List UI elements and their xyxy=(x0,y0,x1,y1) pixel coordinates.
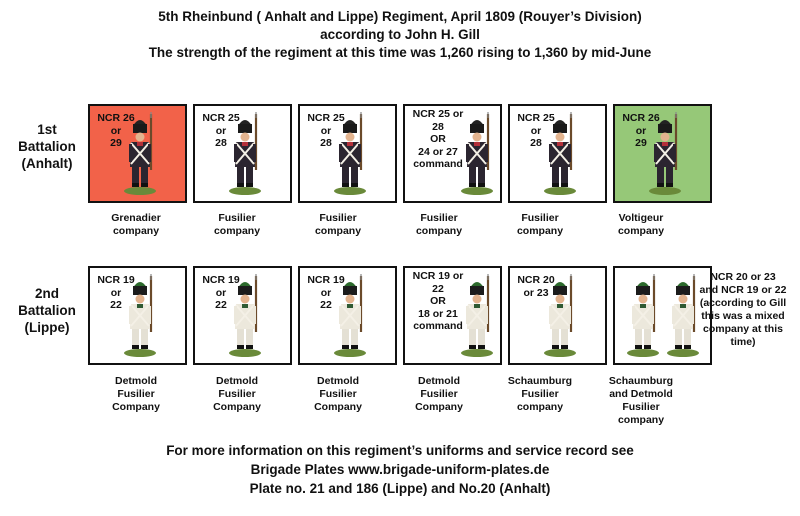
ncr-label xyxy=(514,112,558,150)
ncr-line: 22 xyxy=(215,299,227,311)
company-card xyxy=(613,104,712,203)
ncr-line: 28 xyxy=(215,137,227,149)
ncr-label xyxy=(406,108,470,171)
company-caption xyxy=(86,212,186,238)
footer-info: For more information on this regiment’s uniforms and service record see xyxy=(166,443,634,458)
company-card xyxy=(88,104,187,203)
note-line: and NCR 19 or 22 xyxy=(699,284,787,296)
ncr-line: NCR 25 xyxy=(517,112,555,124)
caption-line: Fusilier xyxy=(319,212,357,224)
company-caption xyxy=(591,212,691,238)
note-line: NCR 20 or 23 xyxy=(710,271,776,283)
ncr-line: 24 or 27 xyxy=(418,145,458,158)
company-card xyxy=(193,266,292,365)
ncr-line: NCR 25 xyxy=(307,112,345,124)
footer-plates: Plate no. 21 and 186 (Lippe) and No.20 (Anhalt) xyxy=(249,481,551,496)
caption-line: Company xyxy=(213,401,261,413)
company-caption xyxy=(389,212,489,238)
caption-line: company xyxy=(617,414,665,426)
ncr-line: 18 or 21 xyxy=(418,307,458,320)
company-card xyxy=(403,104,502,203)
ncr-line: or 23 xyxy=(523,286,549,299)
ncr-line: or xyxy=(110,124,122,137)
caption-line: Schaumburg xyxy=(507,375,573,387)
ncr-line: or xyxy=(320,286,332,299)
page-footer xyxy=(0,441,800,498)
battalion2-label-line: Battalion xyxy=(18,303,76,318)
ncr-line: NCR 26 xyxy=(97,112,135,124)
caption-line: Fusilier xyxy=(521,212,559,224)
note-line: this was a mixed xyxy=(701,310,785,322)
caption-line: Detmold xyxy=(216,375,258,387)
caption-line: company xyxy=(415,225,463,237)
ncr-line: 22 xyxy=(110,299,122,311)
company-card xyxy=(508,104,607,203)
note-line: (according to Gill xyxy=(699,297,787,309)
note-line: time) xyxy=(730,336,756,348)
caption-line: Fusilier xyxy=(117,388,155,400)
company-caption xyxy=(591,375,691,427)
ncr-line: or xyxy=(215,124,227,137)
company-caption xyxy=(490,212,590,238)
ncr-label xyxy=(94,274,138,312)
caption-line: Company xyxy=(112,401,160,413)
company-caption xyxy=(86,375,186,414)
ncr-line: NCR 20 xyxy=(517,274,555,286)
ncr-label xyxy=(514,274,558,299)
ncr-line: 28 xyxy=(530,137,542,149)
caption-line: company xyxy=(112,225,160,237)
caption-line: Fusilier xyxy=(622,401,660,413)
header-strength: The strength of the regiment at this time was 1,260 rising to 1,360 by mid-June xyxy=(148,45,652,60)
ncr-line: command xyxy=(413,320,463,332)
battalion1-label-line: 1st xyxy=(37,122,57,137)
battalion1-cards xyxy=(88,104,712,203)
ncr-label xyxy=(304,112,348,150)
ncr-line: NCR 19 or 22 xyxy=(412,270,464,295)
company-caption xyxy=(187,375,287,414)
company-caption xyxy=(288,375,388,414)
company-card xyxy=(88,266,187,365)
ncr-line: OR xyxy=(430,295,446,307)
caption-line: Detmold xyxy=(418,375,460,387)
caption-line: Company xyxy=(415,401,463,413)
ncr-line: 28 xyxy=(320,137,332,149)
caption-line: Fusilier xyxy=(218,388,256,400)
ncr-line: 22 xyxy=(320,299,332,311)
caption-line: Grenadier xyxy=(111,212,161,224)
company-card xyxy=(193,104,292,203)
ncr-label xyxy=(304,274,348,312)
caption-line: company xyxy=(516,225,564,237)
caption-line: company xyxy=(617,225,665,237)
mixed-company-note xyxy=(694,271,792,349)
ncr-label xyxy=(199,112,243,150)
caption-line: Detmold xyxy=(115,375,157,387)
ncr-label xyxy=(199,274,243,312)
company-caption xyxy=(288,212,388,238)
company-caption xyxy=(389,375,489,414)
ncr-line: command xyxy=(413,158,463,170)
header-title: 5th Rheinbund ( Anhalt and Lippe) Regiment, April 1809 (Rouyer’s Division) xyxy=(158,9,642,24)
ncr-line: or xyxy=(110,286,122,299)
company-card xyxy=(508,266,607,365)
company-caption xyxy=(490,375,590,414)
ncr-label xyxy=(406,270,470,333)
ncr-line: 29 xyxy=(635,137,647,149)
ncr-line: or xyxy=(530,124,542,137)
ncr-line: NCR 19 xyxy=(97,274,135,286)
footer-link: Brigade Plates www.brigade-uniform-plates.de xyxy=(250,462,550,477)
caption-line: Schaumburg xyxy=(608,375,674,387)
header-source: according to John H. Gill xyxy=(320,27,480,42)
ncr-line: or xyxy=(635,124,647,137)
caption-line: Company xyxy=(314,401,362,413)
ncr-line: NCR 19 xyxy=(307,274,345,286)
soldier-figure xyxy=(623,274,663,358)
caption-line: Fusilier xyxy=(319,388,357,400)
battalion2-label-line: 2nd xyxy=(34,286,59,301)
caption-line: Fusilier xyxy=(521,388,559,400)
battalion1-label xyxy=(4,121,90,172)
page-header xyxy=(0,8,800,62)
ncr-line: NCR 25 xyxy=(202,112,240,124)
company-card xyxy=(403,266,502,365)
ncr-line: OR xyxy=(430,133,446,145)
caption-line: company xyxy=(314,225,362,237)
caption-line: Voltigeur xyxy=(618,212,664,224)
battalion1-label-line: (Anhalt) xyxy=(21,156,73,171)
ncr-label xyxy=(619,112,663,150)
caption-line: company xyxy=(516,401,564,413)
battalion2-label xyxy=(4,285,90,336)
caption-line: Fusilier xyxy=(420,388,458,400)
ncr-label xyxy=(94,112,138,150)
caption-line: Fusilier xyxy=(218,212,256,224)
caption-line: Fusilier xyxy=(420,212,458,224)
ncr-line: or xyxy=(215,286,227,299)
company-caption xyxy=(187,212,287,238)
battalion2-cards xyxy=(88,266,712,365)
ncr-line: NCR 19 xyxy=(202,274,240,286)
battalion1-label-line: Battalion xyxy=(18,139,76,154)
ncr-line: NCR 25 or 28 xyxy=(412,108,464,133)
caption-line: and Detmold xyxy=(609,388,673,400)
note-line: company at this xyxy=(703,323,783,335)
ncr-line: 29 xyxy=(110,137,122,149)
battalion2-label-line: (Lippe) xyxy=(24,320,70,335)
caption-line: company xyxy=(213,225,261,237)
caption-line: Detmold xyxy=(317,375,359,387)
company-card xyxy=(298,266,397,365)
ncr-line: or xyxy=(320,124,332,137)
ncr-line: NCR 26 xyxy=(622,112,660,124)
company-card xyxy=(298,104,397,203)
